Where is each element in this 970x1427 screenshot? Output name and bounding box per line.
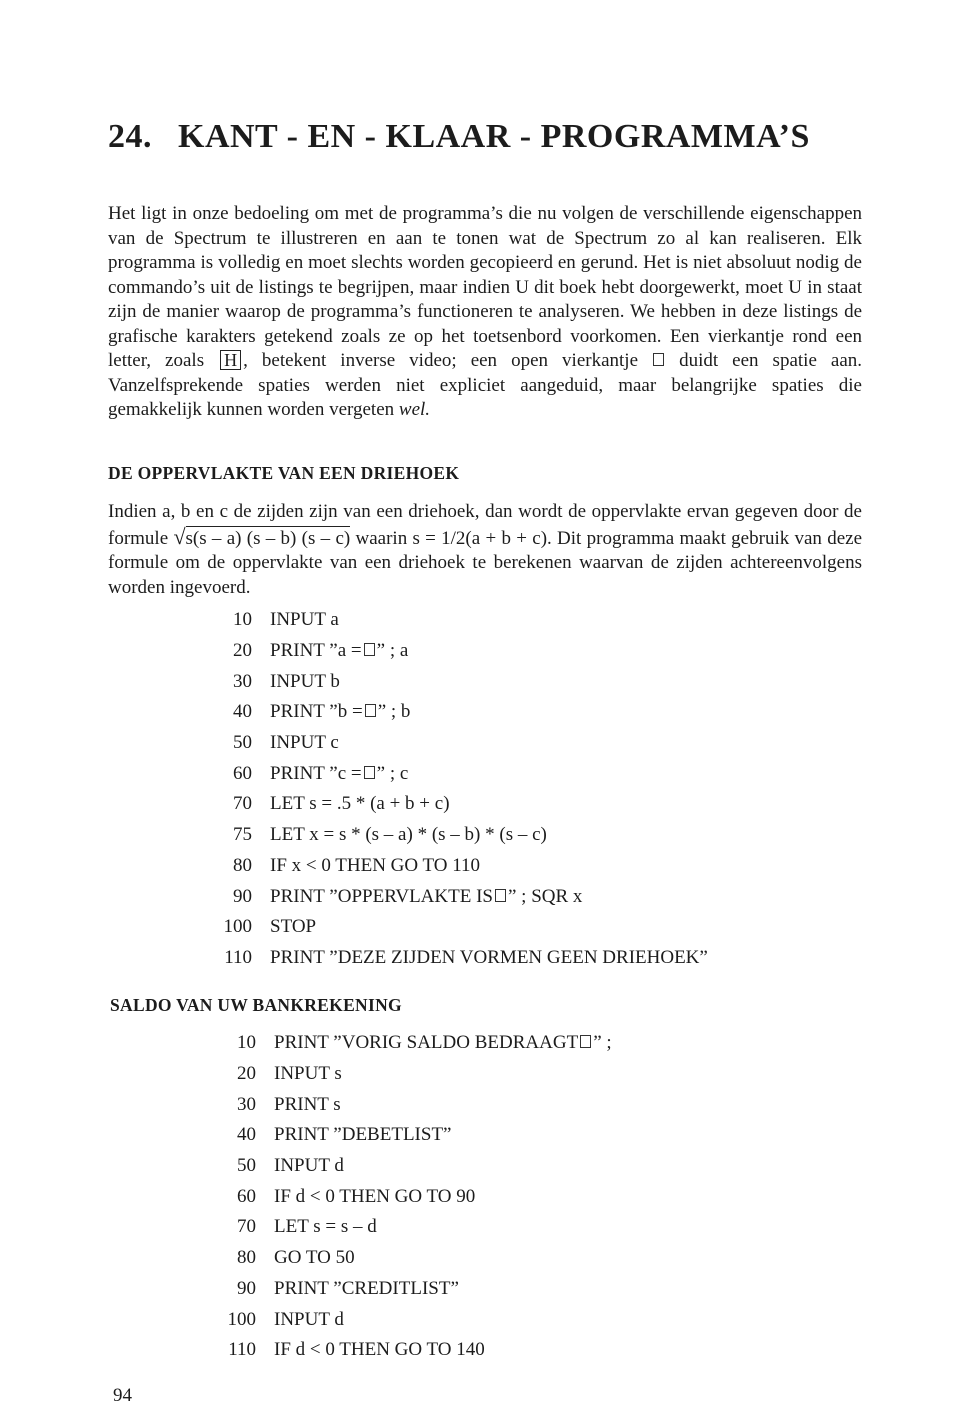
code-text: [274, 1032, 612, 1054]
line-number: 40: [233, 701, 252, 723]
code-text: [274, 1247, 355, 1269]
code-text: [270, 609, 339, 631]
line-number: 75: [233, 824, 252, 846]
chapter-title: [108, 118, 810, 156]
code-line: [196, 728, 708, 759]
code-text: [274, 1278, 459, 1300]
code-part-tail: ” ;: [593, 1032, 612, 1054]
code-line: [196, 697, 708, 728]
code-text: [274, 1063, 342, 1085]
code-line: [196, 820, 708, 851]
code-text: [270, 763, 408, 785]
code-text: [274, 1124, 452, 1146]
code-text: [270, 793, 450, 815]
code-line: [196, 881, 708, 912]
page-number: 94: [113, 1385, 132, 1406]
code-text: [274, 1155, 344, 1177]
code-part: LET s = s – d: [274, 1216, 377, 1238]
code-part: PRINT ”DEBETLIST”: [274, 1124, 452, 1146]
code-line: [196, 605, 708, 636]
line-number: 100: [227, 1308, 256, 1330]
code-part: INPUT b: [270, 670, 340, 692]
line-number: 20: [237, 1063, 256, 1085]
code-part: IF d < 0 THEN GO TO 140: [274, 1339, 485, 1361]
space-symbol-icon: [364, 766, 375, 779]
line-number: 30: [237, 1093, 256, 1115]
code-text: [270, 640, 408, 662]
line-number: 30: [233, 670, 252, 692]
line-number: 10: [237, 1032, 256, 1054]
intro-paragraph: [108, 202, 862, 423]
intro-text-4: wel.: [398, 399, 431, 420]
line-number: 90: [237, 1277, 256, 1299]
intro-text-3: duidt een spatie aan. Vanzelfsprekende spaties werden niet expliciet aangeduid, maar belangrijke spaties die gemakkelijk kunnen worden vergeten: [108, 350, 863, 420]
code-line: [200, 1212, 612, 1243]
code-part-tail: ” ; a: [376, 640, 409, 662]
code-part: PRINT ”a =: [270, 640, 362, 662]
code-text: [274, 1339, 485, 1361]
code-line: [200, 1335, 612, 1366]
code-line: [200, 1120, 612, 1151]
code-part: LET x = s * (s – a) * (s – b) * (s – c): [270, 824, 547, 846]
code-line: [196, 666, 708, 697]
line-number: 110: [228, 1339, 256, 1361]
line-number: 90: [233, 885, 252, 907]
triangle-paragraph: [108, 500, 862, 600]
code-part: PRINT ”VORIG SALDO BEDRAAGT: [274, 1032, 579, 1054]
code-text: [270, 824, 547, 846]
intro-text-2: , betekent inverse video; een open vierkantje: [243, 350, 639, 371]
inverse-key-example: H: [220, 350, 241, 370]
code-text: [274, 1216, 377, 1238]
code-text: [274, 1094, 341, 1116]
code-line: [200, 1059, 612, 1090]
code-line: [196, 758, 708, 789]
code-line: [200, 1089, 612, 1120]
code-part: PRINT s: [274, 1093, 341, 1115]
line-number: 40: [237, 1124, 256, 1146]
line-number: 80: [237, 1247, 256, 1269]
code-part: PRINT ”c =: [270, 762, 362, 784]
code-part-tail: ” ; c: [376, 762, 409, 784]
code-line: [200, 1151, 612, 1182]
code-line: [200, 1274, 612, 1305]
code-part: STOP: [270, 916, 317, 938]
code-line: [196, 636, 708, 667]
code-line: [200, 1028, 612, 1059]
code-line: [196, 851, 708, 882]
code-part: IF x < 0 THEN GO TO 110: [270, 854, 481, 876]
code-line: [200, 1181, 612, 1212]
space-symbol-icon: [495, 889, 506, 902]
line-number: 70: [237, 1216, 256, 1238]
code-line: [196, 789, 708, 820]
code-line: [196, 943, 708, 974]
code-text: [270, 947, 708, 969]
space-symbol-icon: [365, 704, 376, 717]
code-line: [200, 1243, 612, 1274]
line-number: 80: [233, 854, 252, 876]
bank-listing: [200, 1028, 612, 1366]
code-part: INPUT d: [274, 1308, 344, 1330]
line-number: 50: [237, 1155, 256, 1177]
code-part: PRINT ”OPPERVLAKTE IS: [270, 885, 493, 907]
code-text: [270, 701, 410, 723]
space-symbol-icon: [580, 1035, 591, 1048]
formula-text: s(s – a) (s – b) (s – c): [185, 527, 351, 549]
code-part: GO TO 50: [274, 1247, 355, 1269]
triangle-para-2: waarin s = 1/2(a + b + c). Dit programma maakt gebruik van deze formule om de oppervlakte van een driehoek te berekenen waarvan de zijden achtereenvolgens worden ingevoerd.: [108, 527, 863, 598]
code-line: [200, 1304, 612, 1335]
code-part: PRINT ”DEZE ZIJDEN VORMEN GEEN DRIEHOEK”: [270, 946, 708, 968]
code-text: [270, 886, 582, 908]
code-text: [270, 671, 340, 693]
code-part: INPUT s: [274, 1063, 342, 1085]
radical-sign: √: [173, 523, 186, 549]
code-text: [274, 1309, 344, 1331]
space-symbol-icon: [364, 643, 375, 656]
line-number: 70: [233, 793, 252, 815]
triangle-listing: [196, 605, 708, 973]
intro-text-1: Het ligt in onze bedoeling om met de programma’s die nu volgen de verschillende eigenschappen van de Spectrum te illustreren en aan te tonen wat de Spectrum zo al kan realiseren. Elk programma is volledig en moet slechts worden gecopieerd en gerund. Het is niet absoluut nodig de commando’s uit de listings te begrijpen, maar indien U dit boek hebt doorgewerkt, moet U in staat zijn de manier waarop de programma’s functioneren te analyseren. We hebben in deze listings de grafische karakters getekend zoals ze op het toetsenbord voorkomen. Een vierkantje rond een letter, zoals: [108, 203, 862, 371]
line-number: 60: [237, 1185, 256, 1207]
line-number: 110: [224, 946, 252, 968]
code-part: IF d < 0 THEN GO TO 90: [274, 1185, 476, 1207]
code-part: INPUT c: [270, 732, 339, 754]
section-heading-triangle: DE OPPERVLAKTE VAN EEN DRIEHOEK: [108, 463, 460, 483]
line-number: 50: [233, 732, 252, 754]
line-number: 10: [233, 609, 252, 631]
code-part: PRINT ”b =: [270, 701, 363, 723]
code-text: [274, 1186, 475, 1208]
triangle-para-1: Indien a, b en c de zijden zijn van een driehoek, dan wordt de oppervlakte ervan gegeven door de formule: [108, 501, 862, 549]
line-number: 20: [233, 640, 252, 662]
code-text: [270, 732, 339, 754]
space-symbol-icon: [653, 353, 664, 366]
code-text: [270, 916, 316, 938]
sqrt-formula: [173, 523, 351, 549]
section-heading-bank: SALDO VAN UW BANKREKENING: [110, 995, 402, 1015]
code-part: LET s = .5 * (a + b + c): [270, 793, 450, 815]
line-number: 100: [223, 916, 252, 938]
code-line: [196, 912, 708, 943]
code-part: INPUT a: [270, 609, 339, 631]
code-text: [270, 855, 480, 877]
code-part: INPUT d: [274, 1155, 344, 1177]
line-number: 60: [233, 762, 252, 784]
code-part: PRINT ”CREDITLIST”: [274, 1277, 459, 1299]
chapter-title-text: KANT - EN - KLAAR - PROGRAMMA’S: [178, 118, 810, 155]
chapter-number: 24.: [108, 118, 152, 155]
code-part-tail: ” ; b: [377, 701, 411, 723]
code-part-tail: ” ; SQR x: [507, 885, 583, 907]
